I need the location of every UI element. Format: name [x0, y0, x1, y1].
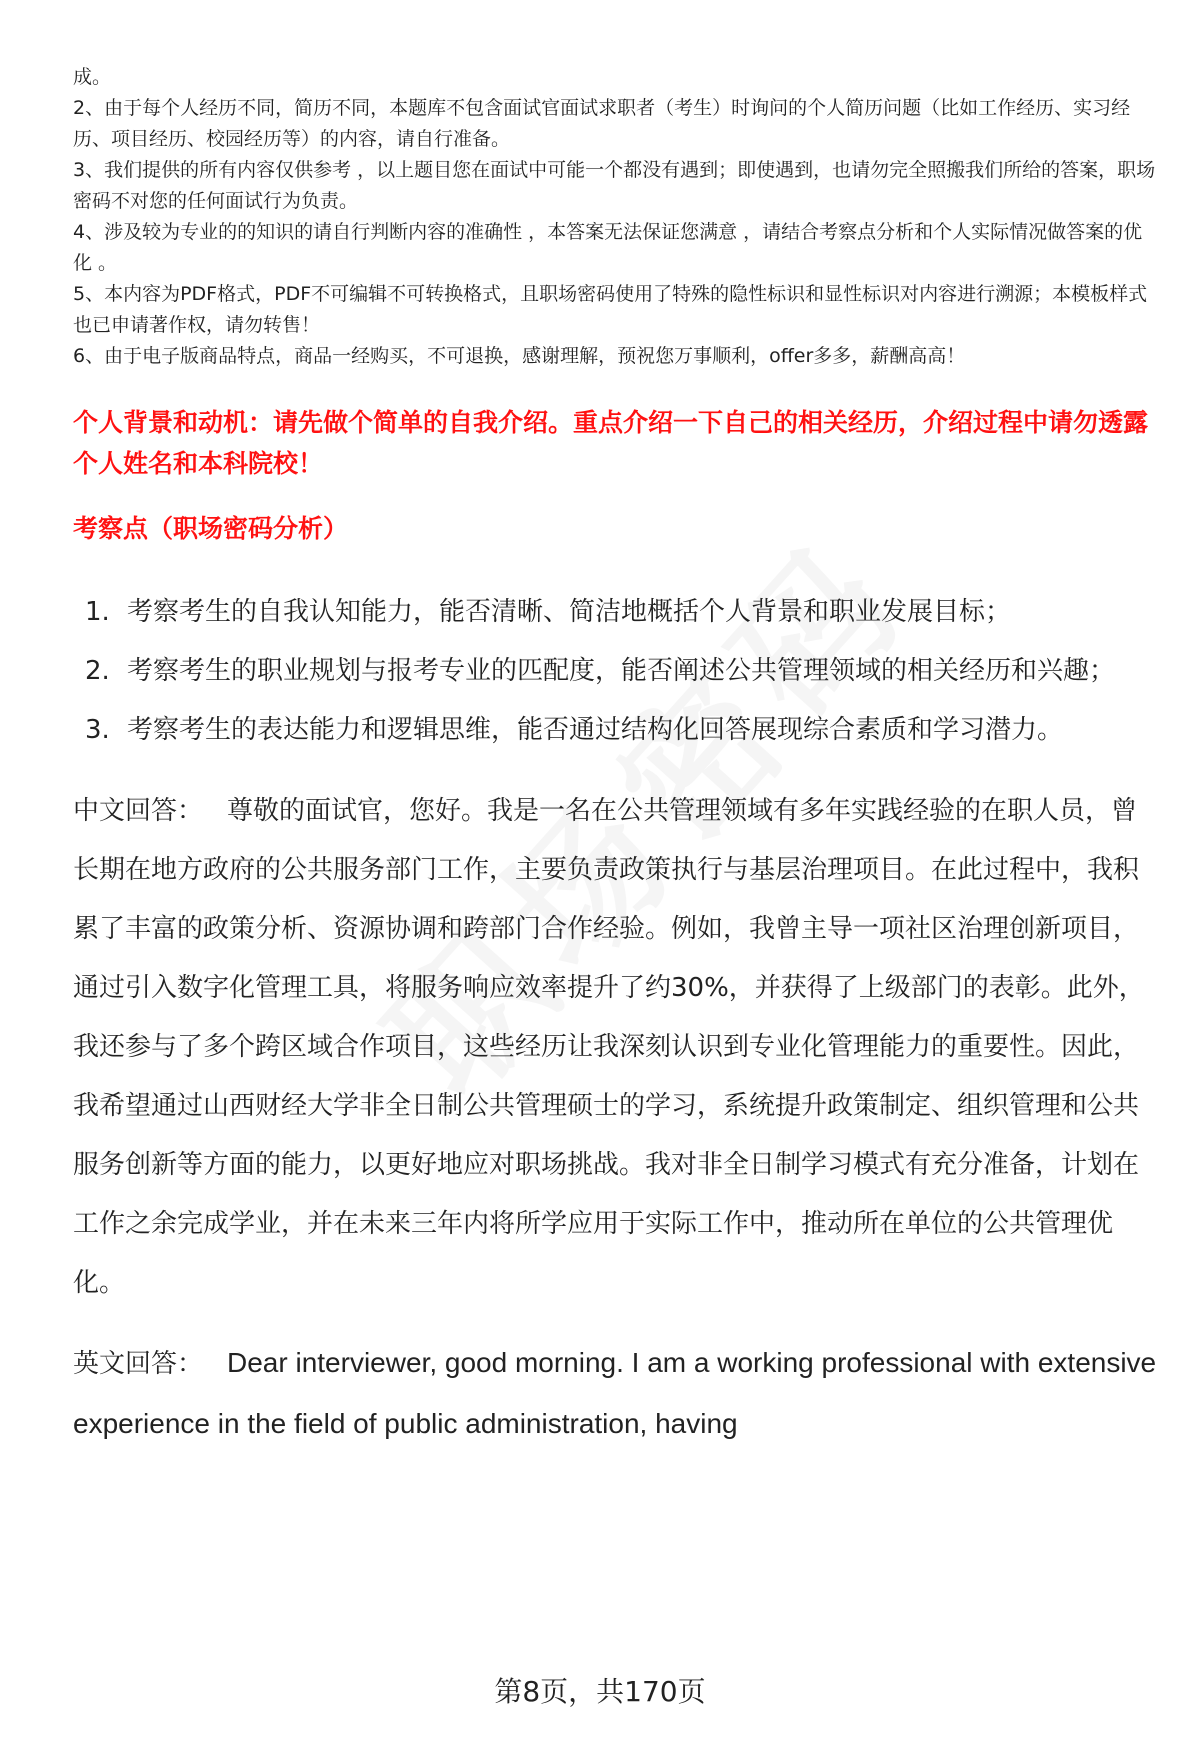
english-answer: [73, 1333, 1158, 1453]
note-item: 3、我们提供的所有内容仅供参考 ，以上题目您在面试中可能一个都没有遇到；即使遇到，也请勿完全照搬我们所给的答案，职场密码不对您的任何面试行为负责。: [73, 159, 1156, 212]
chinese-answer-text: 尊敬的面试官，您好。我是一名在公共管理领域有多年实践经验的在职人员，曾长期在地方政府的公共服务部门工作，主要负责政策执行与基层治理项目。在此过程中，我积累了丰富的政策分析、资源协调和跨部门合作经验。例如，我曾主导一项社区治理创新项目，通过引入数字化管理工具，将服务响应效率提升了约30%，并获得了上级部门的表彰。此外，我还参与了多个跨区域合作项目，这些经历让我深刻认识到专业化管理能力的重要性。因此，我希望通过山西财经大学非全日制公共管理硕士的学习，系统提升政策制定、组织管理和公共服务创新等方面的能力，以更好地应对职场挑战。我对非全日制学习模式有充分准备，计划在工作之余完成学业，并在未来三年内将所学应用于实际工作中，推动所在单位的公共管理优化。: [73, 796, 1145, 1298]
note-item: 2、由于每个人经历不同，简历不同，本题库不包含面试官面试求职者（考生）时询问的个人简历问题（比如工作经历、实习经历、项目经历、校园经历等）的内容，请自行准备。: [73, 97, 1131, 150]
question-heading: 个人背景和动机：请先做个简单的自我介绍。重点介绍一下自己的相关经历，介绍过程中请勿透露个人姓名和本科院校！: [73, 408, 1149, 478]
list-item-number: 1.: [85, 597, 110, 627]
list-item: [73, 701, 1158, 760]
list-item-number: 2.: [85, 656, 110, 686]
list-item-text: 考察考生的表达能力和逻辑思维，能否通过结构化回答展现综合素质和学习潜力。: [127, 715, 1064, 745]
english-answer-label: 英文回答：: [73, 1349, 204, 1379]
document-page: [73, 0, 1158, 1453]
notes-section: [73, 0, 1158, 372]
section-title: 考察点（职场密码分析）: [73, 514, 349, 543]
list-item: [73, 642, 1158, 701]
note-item: 5、本内容为PDF格式，PDF不可编辑不可转换格式，且职场密码使用了特殊的隐性标识和显性标识对内容进行溯源；本模板样式也已申请著作权，请勿转售！: [73, 283, 1148, 336]
note-item: 成。: [73, 66, 112, 88]
english-answer-text: Dear interviewer, good morning. I am a working professional with extensive experience in the field of public administration, having: [73, 1347, 1157, 1439]
note-item: 4、涉及较为专业的的知识的请自行判断内容的准确性 ，本答案无法保证您满意 ，请结合考察点分析和个人实际情况做答案的优化 。: [73, 221, 1143, 274]
points-list: [73, 583, 1158, 760]
chinese-answer: [73, 782, 1158, 1313]
list-item: [73, 583, 1158, 642]
list-item-text: 考察考生的职业规划与报考专业的匹配度，能否阐述公共管理领域的相关经历和兴趣；: [127, 656, 1116, 686]
note-item: 6、由于电子版商品特点，商品一经购买，不可退换，感谢理解，预祝您万事顺利，offer多多，薪酬高高！: [73, 345, 966, 367]
list-item-text: 考察考生的自我认知能力，能否清晰、简洁地概括个人背景和职业发展目标；: [127, 597, 1012, 627]
list-item-number: 3.: [85, 715, 110, 745]
page-number-footer: 第8页，共170页: [494, 1675, 706, 1708]
chinese-answer-label: 中文回答：: [73, 796, 204, 826]
